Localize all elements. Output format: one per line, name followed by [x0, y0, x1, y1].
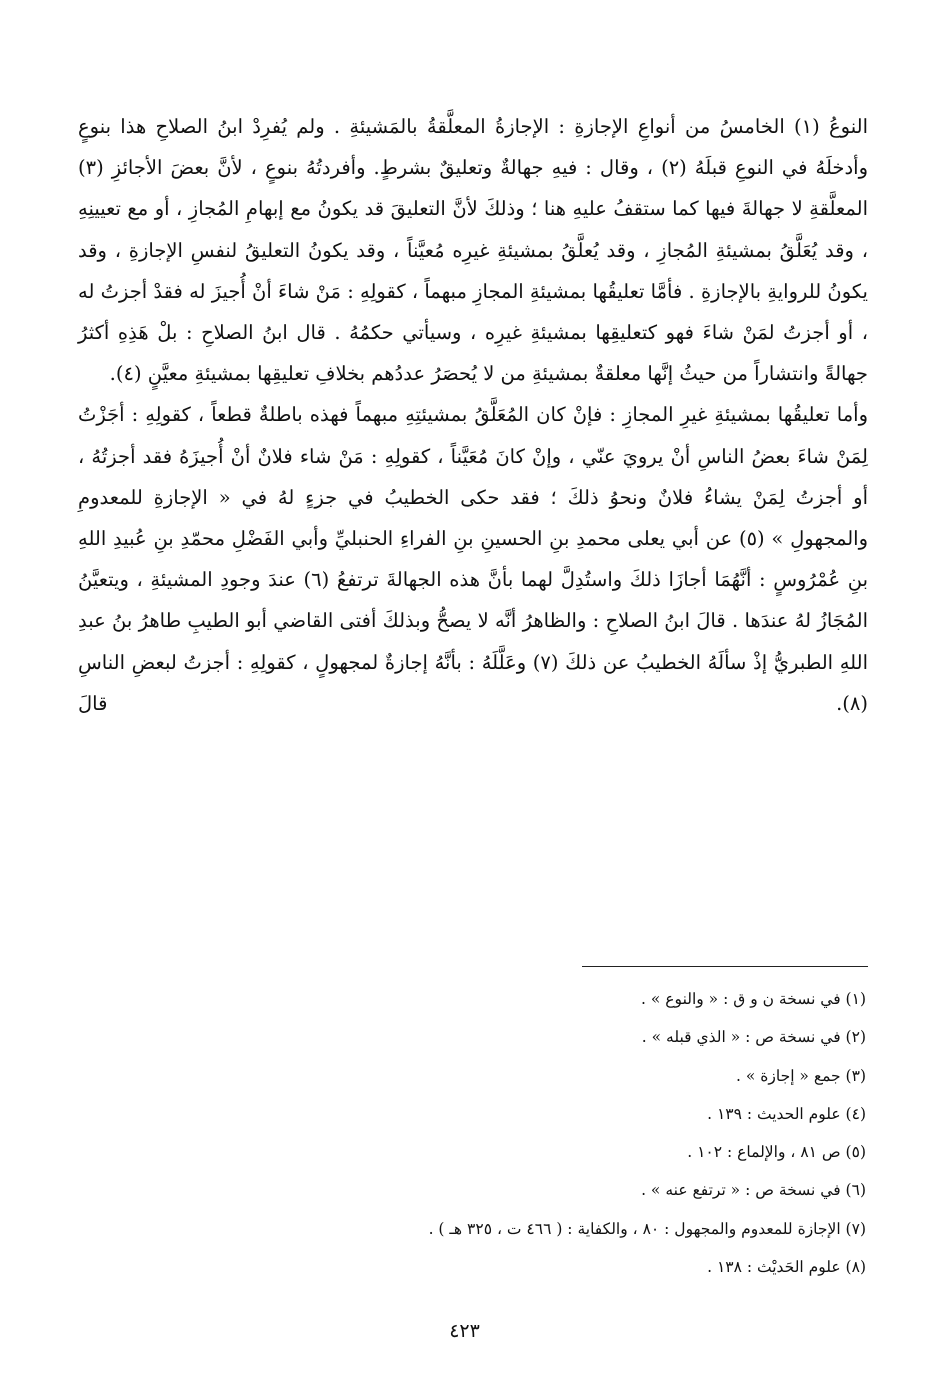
footnote-separator — [582, 966, 868, 967]
footnote-6: (٦) في نسخة ص : « ترتفع عنه » . — [641, 1181, 866, 1200]
footnote-3: (٣) جمع « إجازة » . — [736, 1066, 866, 1085]
footnote-8: (٨) علوم الحَديْث : ١٣٨ . — [707, 1258, 866, 1277]
footnotes — [60, 980, 866, 1286]
footnote-7: (٧) الإجازة للمعدوم والمجهول : ٨٠ ، والكفاية : ( ٤٦٦ ت ، ٣٢٥ هـ ) . — [428, 1219, 866, 1238]
footnote-4: (٤) علوم الحديث : ١٣٩ . — [707, 1104, 866, 1123]
paragraph-2: وأما تعليقُها بمشيئةِ غيرِ المجازِ : فإنْ كان المُعَلَّقُ بمشيئتِهِ مبهماً فهذه باطلةٌ قطعاً ، كقولِهِ : أجَزْتُ لِمَنْ شاءَ بعضُ الناسِ أنْ يرويَ عنّي ، وإنْ كانَ مُعَيَّناً ، كقولِهِ : مَنْ شاء فلانٌ أنْ أُجيزَهُ فقد أجزتُهُ ، أو أجزتُ لِمَنْ يشاءُ فلانٌ ونحوُ ذلكَ ؛ فقد حكى الخطيبُ في جزءٍ لهُ في « الإجازةِ للمعدومِ والمجهولِ » (٥) عن أبي يعلى محمدِ بنِ الحسينِ بنِ الفراءِ الحنبليِّ وأبي الفَضْلِ محمّدِ بنِ عُبيدِ اللهِ بنِ عُمْرُوسٍ : أنَّهُمَا أجازَا ذلكَ واستُدِلَّ لهما بأنَّ هذه الجهالةَ ترتفعُ (٦) عندَ وجودِ المشيئةِ ، ويتعيَّنُ المُجَازُ لهُ عندَها . قالَ ابنُ الصلاحِ : والظاهرُ أنَّه لا يصحُّ وبذلكَ أفتى القاضي أبو الطيبِ طاهرُ بنُ عبدِ اللهِ الطبريُّ إذْ سألَهُ الخطيبُ عن ذلكَ (٧) وعَلَّلَهُ : بأنَّهُ إجازةٌ لمجهولٍ ، كقولِهِ : أجزتُ لبعضِ الناسِ (٨). قالَ — [78, 403, 868, 715]
footnote-5: (٥) ص ٨١ ، والإلماع : ١٠٢ . — [687, 1143, 866, 1162]
page-number: ٤٢٣ — [449, 1320, 480, 1342]
paragraph-1: النوعُ (١) الخامسُ من أنواعِ الإجازةِ : الإجازةُ المعلَّقةُ بالمَشيئةِ . ولم يُفرِدْ ابنُ الصلاحِ هذا بنوعٍ وأدخلَهُ في النوعِ قبلَهُ (٢) ، وقال : فيهِ جهالةٌ وتعليقٌ بشرطٍ. وأفردتُهُ بنوعٍ ، لأنَّ بعضَ الأجائزِ (٣) المعلَّقةِ لا جهالةَ فيها كما ستقفُ عليهِ هنا ؛ وذلكَ لأنَّ التعليقَ قد يكونُ مع إبهامِ المُجازِ ، أو مع تعيينِهِ ، وقد يُعَلَّقُ بمشيئةِ المُجازِ ، وقد يُعلَّقُ بمشيئةِ غيرِه مُعيَّناً ، وقد يكونُ التعليقُ لنفسِ الإجازةِ ، وقد يكونُ للروايةِ بالإجازةِ . فأمَّا تعليقُها بمشيئةِ المجازِ مبهماً ، كقولِهِ : مَنْ شاءَ أنْ أُجيزَ له فقدْ أجزتُ له ، أو أجزتُ لمَنْ شاءَ فهو كتعليقِها بمشيئةِ غيرِه ، وسيأتي حكمُهُ . قال ابنُ الصلاحِ : بلْ هَذِهِ أكثرُ جهالةً وانتشاراً من حيثُ إنَّها معلقةٌ بمشيئةِ من لا يُحصَرُ عددُهم بخلافِ تعليقِها بمشيئةِ معيَّنٍ (٤). — [78, 115, 869, 386]
footnote-2: (٢) في نسخة ص : « الذي قبله » . — [641, 1028, 866, 1047]
main-text — [78, 106, 868, 724]
footnote-1: (١) في نسخة ن و ق : « والنوع » . — [641, 990, 866, 1008]
